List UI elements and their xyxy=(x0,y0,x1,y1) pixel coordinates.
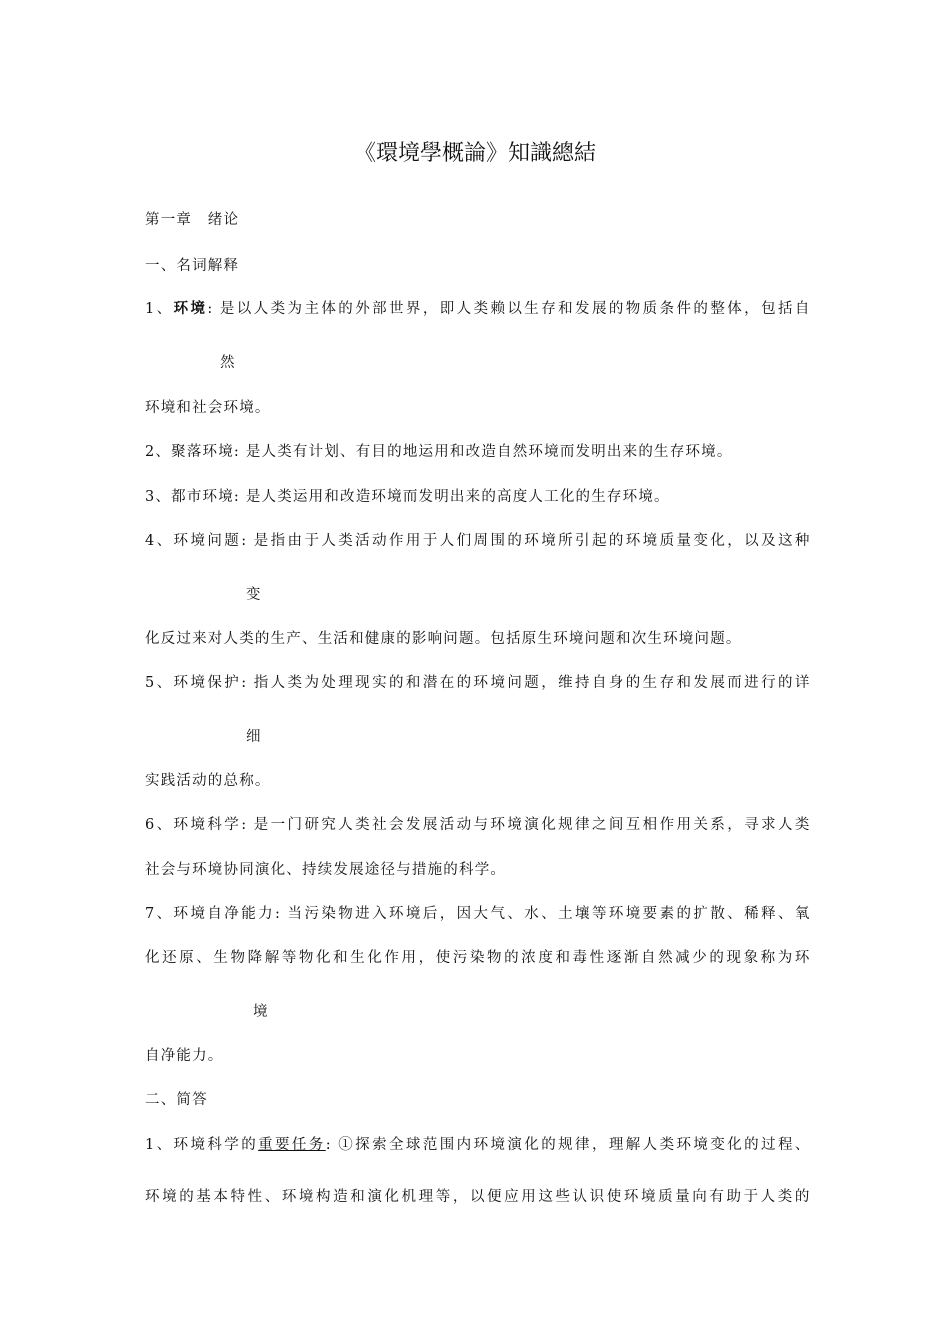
term-1-line xyxy=(145,299,810,319)
document-title: 《環境學概論》知識總結 xyxy=(353,141,596,166)
term-4-wrap: 变 xyxy=(246,587,262,603)
qa-1-prefix: 1、环境科学的 xyxy=(145,1137,259,1153)
term-1-continuation: 环境和社会环境。 xyxy=(145,400,271,416)
term-6-line-2: 社会与环境协同演化、持续发展途径与措施的科学。 xyxy=(145,862,507,878)
qa-1-text: : ①探索全球范围内环境演化的规律，理解人类环境变化的过程、 xyxy=(325,1137,810,1153)
term-7-continuation: 自净能力。 xyxy=(145,1048,224,1064)
term-5-wrap: 细 xyxy=(246,729,262,745)
term-7-wrap: 境 xyxy=(253,1004,269,1020)
term-4-continuation: 化反过来对人类的生产、生活和健康的影响问题。包括原生环境问题和次生环境问题。 xyxy=(145,631,742,647)
qa-1-line-1 xyxy=(145,1135,810,1155)
term-1-number: 1、 xyxy=(145,301,174,317)
term-6-line-1: 6、环境科学: 是一门研究人类社会发展活动与环境演化规律之间互相作用关系，寻求人类 xyxy=(145,817,810,833)
term-4-line: 4、环境问题: 是指由于人类活动作用于人们周围的环境所引起的环境质量变化，以及这种 xyxy=(145,533,810,549)
qa-1-underlined-term: 重要任务 xyxy=(258,1137,326,1153)
term-7-line-2: 化还原、生物降解等物化和生化作用，使污染物的浓度和毒性逐渐自然减少的现象称为环 xyxy=(145,950,810,966)
term-2-line: 2、聚落环境: 是人类有计划、有目的地运用和改造自然环境而发明出来的生存环境。 xyxy=(145,444,733,460)
section-heading-terms: 一、名词解释 xyxy=(145,258,240,274)
term-5-continuation: 实践活动的总称。 xyxy=(145,773,271,789)
term-3-line: 3、都市环境: 是人类运用和改造环境而发明出来的高度人工化的生存环境。 xyxy=(145,489,670,505)
qa-1-line-2: 环境的基本特性、环境构造和演化机理等，以便应用这些认识使环境质量向有助于人类的 xyxy=(145,1189,810,1205)
chapter-heading: 第一章 绪论 xyxy=(145,212,240,228)
term-1-keyword: 环境 xyxy=(173,300,208,317)
term-7-line-1: 7、环境自净能力: 当污染物进入环境后，因大气、水、土壤等环境要素的扩散、稀释、氧 xyxy=(145,906,810,922)
term-1-definition: : 是以人类为主体的外部世界，即人类赖以生存和发展的物质条件的整体，包括自 xyxy=(207,301,810,317)
section-heading-qa: 二、简答 xyxy=(145,1092,208,1108)
term-5-line: 5、环境保护: 指人类为处理现实的和潜在的环境问题，维持自身的生存和发展而进行的详 xyxy=(145,675,810,691)
term-1-wrap: 然 xyxy=(220,355,236,371)
